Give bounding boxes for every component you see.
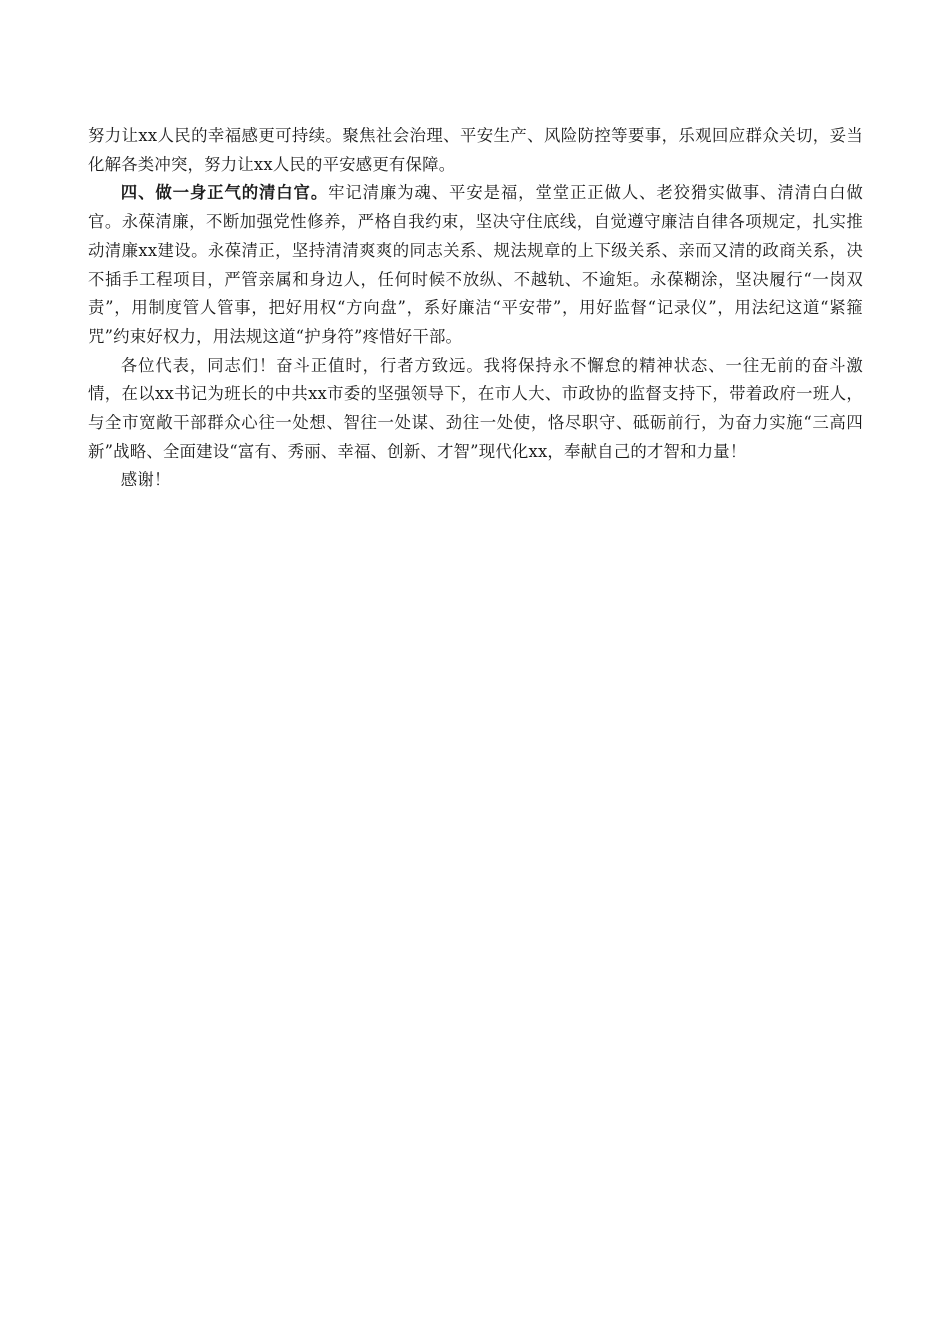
paragraph-text: 感谢！ [120,470,171,490]
paragraph-text: 各位代表，同志们！奋斗正值时，行者方致远。我将保持永不懈怠的精神状态、一往无前的奋斗激情，在以xx书记为班长的中共xx市委的坚强领导下，在市人大、市政协的监督支持下，带着政府一班人，与全市宽敞干部群众心往一处想、智往一处谋、劲往一处使，恪尽职守、砥砺前行，为奋力实施“三高四新”战略、全面建设“富有、秀丽、幸福、创新、才智”现代化xx，奉献自己的才智和力量！ [88,355,863,461]
paragraph-section-four [88,179,863,351]
document-page [88,122,863,495]
paragraph-text: 牢记清廉为魂、平安是福，堂堂正正做人、老狡猾实做事、清清白白做官。永葆清廉，不断加强党性修养，严格自我约束，坚决守住底线，自觉遵守廉洁自律各项规定，扎实推动清廉xx建设。永葆清正，坚持清清爽爽的同志关系、规法规章的上下级关系、亲而又清的政商关系，决不插手工程项目，严管亲属和身边人，任何时候不放纵、不越轨、不逾矩。永葆糊涂，坚决履行“一岗双责”，用制度管人管事，把好用权“方向盘”，系好廉洁“平安带”，用好监督“记录仪”，用法纪这道“紧箍咒”约束好权力，用法规这道“护身符”疼惜好干部。 [88,183,864,346]
paragraph-text: 努力让xx人民的幸福感更可持续。聚焦社会治理、平安生产、风险防控等要事，乐观回应群众关切，妥当化解各类冲突，努力让xx人民的平安感更有保障。 [88,126,863,174]
paragraph-thanks [88,466,863,495]
paragraph-continuation [88,122,863,179]
paragraph-closing [88,352,863,467]
section-heading: 四、做一身正气的清白官。 [120,183,329,203]
